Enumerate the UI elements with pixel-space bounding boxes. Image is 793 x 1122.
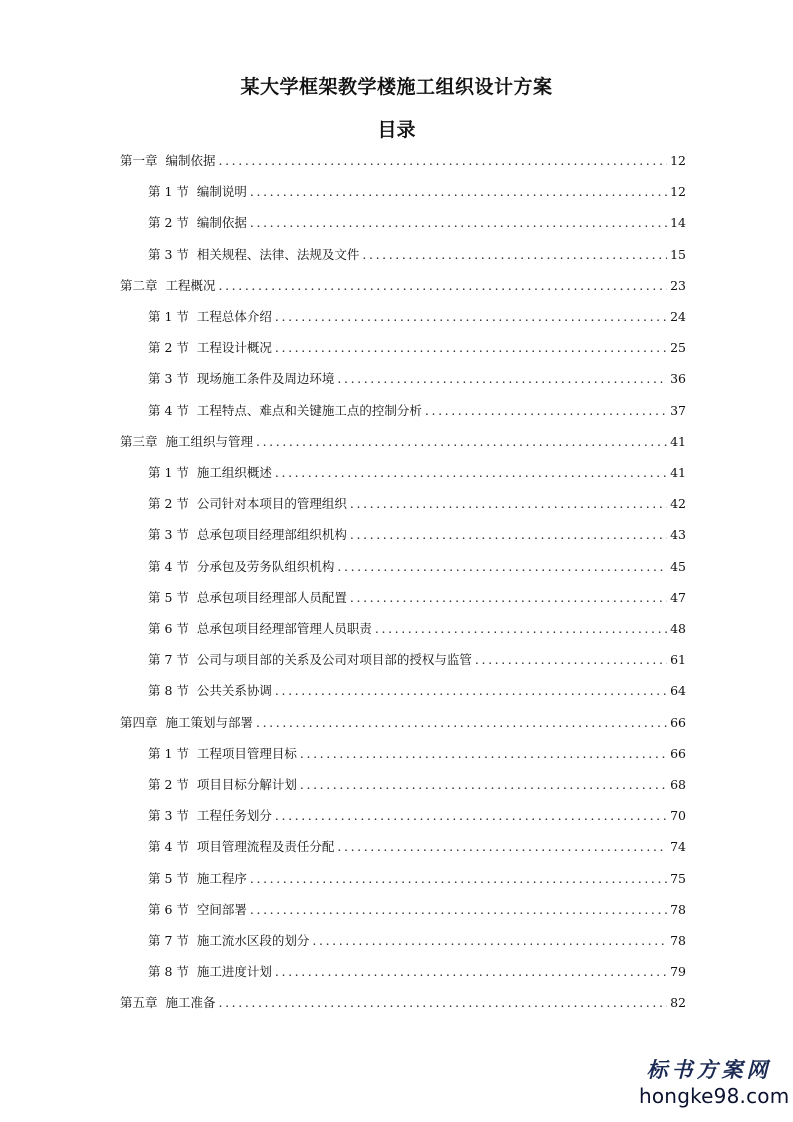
toc-entry-section[interactable] <box>148 402 686 420</box>
toc-entry-number: 第 3 节 <box>148 808 189 824</box>
toc-entry-section[interactable] <box>148 246 686 264</box>
toc-leader-dots <box>312 932 667 950</box>
toc-entry-number: 第 1 节 <box>148 309 189 324</box>
toc-entry-number: 第 2 节 <box>148 340 189 356</box>
toc-entry-chapter[interactable] <box>120 994 686 1012</box>
toc-entry-section[interactable] <box>148 495 686 513</box>
toc-entry-page: 12 <box>670 153 686 168</box>
toc-leader-dots <box>250 214 667 232</box>
toc-entry-number: 第一章 <box>120 153 158 168</box>
toc-leader-dots <box>337 838 667 856</box>
toc-leader-dots <box>275 682 667 700</box>
toc-entry-label: 施工组织概述 <box>196 465 272 480</box>
toc-leader-dots <box>275 339 667 357</box>
toc-entry-label: 工程总体介绍 <box>196 309 272 324</box>
toc-leader-dots <box>256 714 667 732</box>
toc-entry-label: 工程特点、难点和关键施工点的控制分析 <box>196 402 422 418</box>
toc-entry-page: 78 <box>670 901 686 917</box>
toc-entry-chapter[interactable] <box>120 152 686 170</box>
toc-entry-page: 37 <box>670 402 686 418</box>
toc-entry-section[interactable] <box>148 558 686 576</box>
toc-entry-section[interactable] <box>148 308 686 326</box>
toc-entry-page: 70 <box>670 808 686 824</box>
toc-entry-label: 现场施工条件及周边环境 <box>196 371 335 387</box>
toc-entry-number: 第 7 节 <box>148 652 189 668</box>
toc-entry-section[interactable] <box>148 745 686 763</box>
toc-entry-label: 施工准备 <box>165 995 216 1011</box>
toc-entry-number: 第 3 节 <box>148 527 189 543</box>
toc-entry-number: 第 1 节 <box>148 745 189 761</box>
toc-entry-section[interactable] <box>148 339 686 357</box>
toc-entry-page: 64 <box>670 683 686 699</box>
toc-leader-dots <box>256 433 667 451</box>
toc-leader-dots <box>337 370 667 388</box>
toc-entry-label: 相关规程、法律、法规及文件 <box>196 246 360 262</box>
toc-leader-dots <box>300 745 667 763</box>
toc-entry-label: 公共关系协调 <box>196 683 272 699</box>
toc-entry-label: 施工策划与部署 <box>165 714 254 730</box>
toc-entry-number: 第 2 节 <box>148 496 189 512</box>
toc-entry-section[interactable] <box>148 183 686 201</box>
toc-entry-page: 15 <box>670 246 686 262</box>
toc-entry-number: 第 6 节 <box>148 621 189 636</box>
toc-entry-number: 第 8 节 <box>148 964 189 980</box>
toc-entry-number: 第 1 节 <box>148 465 189 480</box>
toc-leader-dots <box>275 308 667 326</box>
toc-entry-number: 第二章 <box>120 277 158 293</box>
toc-entry-label: 编制说明 <box>196 184 247 200</box>
toc-entry-number: 第 5 节 <box>148 870 189 886</box>
toc-entry-section[interactable] <box>148 464 686 482</box>
toc-entry-section[interactable] <box>148 651 686 669</box>
toc-entry-number: 第五章 <box>120 995 158 1011</box>
toc-entry-number: 第 8 节 <box>148 683 189 699</box>
toc-entry-page: 23 <box>670 277 686 293</box>
toc-entry-page: 41 <box>670 433 686 449</box>
toc-leader-dots <box>219 277 668 295</box>
toc-entry-section[interactable] <box>148 526 686 544</box>
toc-entry-number: 第 4 节 <box>148 558 189 574</box>
toc-entry-page: 78 <box>670 933 686 948</box>
toc-entry-label: 施工组织与管理 <box>165 433 254 449</box>
toc-entry-section[interactable] <box>148 620 686 638</box>
toc-entry-page: 75 <box>670 870 686 886</box>
toc-leader-dots <box>250 183 667 201</box>
watermark-logo <box>639 1054 790 1108</box>
toc-entry-page: 12 <box>670 184 686 200</box>
toc-entry-number: 第三章 <box>120 433 158 449</box>
toc-entry-label: 总承包项目经理部组织机构 <box>196 527 347 543</box>
toc-entry-label: 工程设计概况 <box>196 340 272 356</box>
toc-entry-page: 66 <box>670 745 686 761</box>
toc-leader-dots <box>275 807 667 825</box>
toc-entry-label: 分承包及劳务队组织机构 <box>196 558 335 574</box>
toc-entry-page: 41 <box>670 465 686 480</box>
toc-entry-section[interactable] <box>148 370 686 388</box>
watermark-url: hongke98.com <box>639 1084 790 1108</box>
toc-entry-section[interactable] <box>148 901 686 919</box>
toc-entry-page: 24 <box>670 309 686 324</box>
toc-entry-label: 编制依据 <box>196 215 247 231</box>
toc-entry-number: 第 3 节 <box>148 371 189 387</box>
toc-entry-label: 项目目标分解计划 <box>196 777 297 792</box>
toc-entry-page: 61 <box>670 652 686 668</box>
toc-entry-section[interactable] <box>148 807 686 825</box>
toc-leader-dots <box>350 526 667 544</box>
toc-entry-page: 68 <box>670 777 686 792</box>
toc-entry-label: 施工程序 <box>196 870 247 886</box>
toc-entry-section[interactable] <box>148 214 686 232</box>
toc-entry-section[interactable] <box>148 870 686 888</box>
toc-leader-dots <box>350 589 667 607</box>
toc-entry-label: 工程项目管理目标 <box>196 745 297 761</box>
toc-leader-dots <box>250 870 667 888</box>
toc-entry-label: 工程任务划分 <box>196 808 272 824</box>
toc-entry-page: 79 <box>670 964 686 980</box>
toc-entry-page: 82 <box>670 995 686 1011</box>
toc-entry-label: 总承包项目经理部管理人员职责 <box>196 621 372 636</box>
toc-leader-dots <box>350 495 667 513</box>
toc-entry-page: 43 <box>670 527 686 543</box>
toc-leader-dots <box>362 246 667 264</box>
toc-entry-section[interactable] <box>148 776 686 794</box>
toc-entry-label: 公司针对本项目的管理组织 <box>196 496 347 512</box>
toc-entry-section[interactable] <box>148 932 686 950</box>
toc-entry-label: 施工进度计划 <box>196 964 272 980</box>
toc-entry-chapter[interactable] <box>120 277 686 295</box>
toc-entry-number: 第 5 节 <box>148 589 189 605</box>
toc-entry-number: 第 7 节 <box>148 933 189 948</box>
toc-leader-dots <box>275 464 667 482</box>
toc-entry-label: 公司与项目部的关系及公司对项目部的授权与监管 <box>196 652 472 668</box>
toc-leader-dots <box>475 651 667 669</box>
toc-entry-chapter[interactable] <box>120 433 686 451</box>
toc-entry-label: 编制依据 <box>165 153 216 168</box>
toc-entry-number: 第 3 节 <box>148 246 189 262</box>
toc-heading: 目录 <box>377 119 416 141</box>
toc-entry-label: 总承包项目经理部人员配置 <box>196 589 347 605</box>
toc-leader-dots <box>300 776 667 794</box>
toc-leader-dots <box>219 994 668 1012</box>
toc-entry-page: 14 <box>670 215 686 231</box>
toc-entry-number: 第四章 <box>120 714 158 730</box>
toc-entry-number: 第 2 节 <box>148 777 189 792</box>
toc-entry-number: 第 1 节 <box>148 184 189 200</box>
toc-leader-dots <box>337 558 667 576</box>
toc-entry-page: 36 <box>670 371 686 387</box>
toc-entry-number: 第 2 节 <box>148 215 189 231</box>
toc-entry-page: 48 <box>670 621 686 636</box>
toc-entry-page: 25 <box>670 340 686 356</box>
toc-entry-section[interactable] <box>148 682 686 700</box>
toc-entry-label: 施工流水区段的划分 <box>196 933 310 948</box>
toc-entry-number: 第 4 节 <box>148 839 189 855</box>
toc-entry-page: 42 <box>670 496 686 512</box>
toc-entry-label: 空间部署 <box>196 901 247 917</box>
watermark-text: 标书方案网 <box>646 1058 772 1082</box>
toc-entry-section[interactable] <box>148 963 686 981</box>
toc-leader-dots <box>425 402 667 420</box>
toc-entry-chapter[interactable] <box>120 714 686 732</box>
toc-entry-section[interactable] <box>148 838 686 856</box>
toc-entry-page: 45 <box>670 558 686 574</box>
toc-entry-number: 第 6 节 <box>148 901 189 917</box>
toc-entry-number: 第 4 节 <box>148 402 189 418</box>
toc-entry-label: 工程概况 <box>165 277 216 293</box>
toc-entry-page: 74 <box>670 839 686 855</box>
toc-entry-page: 66 <box>670 714 686 730</box>
document-title: 某大学框架教学楼施工组织设计方案 <box>240 76 553 98</box>
toc-entry-page: 47 <box>670 589 686 605</box>
toc-leader-dots <box>275 963 667 981</box>
toc-entry-section[interactable] <box>148 589 686 607</box>
toc-leader-dots <box>375 620 667 638</box>
toc-entry-label: 项目管理流程及责任分配 <box>196 839 335 855</box>
toc-leader-dots <box>219 152 668 170</box>
toc-leader-dots <box>250 901 667 919</box>
